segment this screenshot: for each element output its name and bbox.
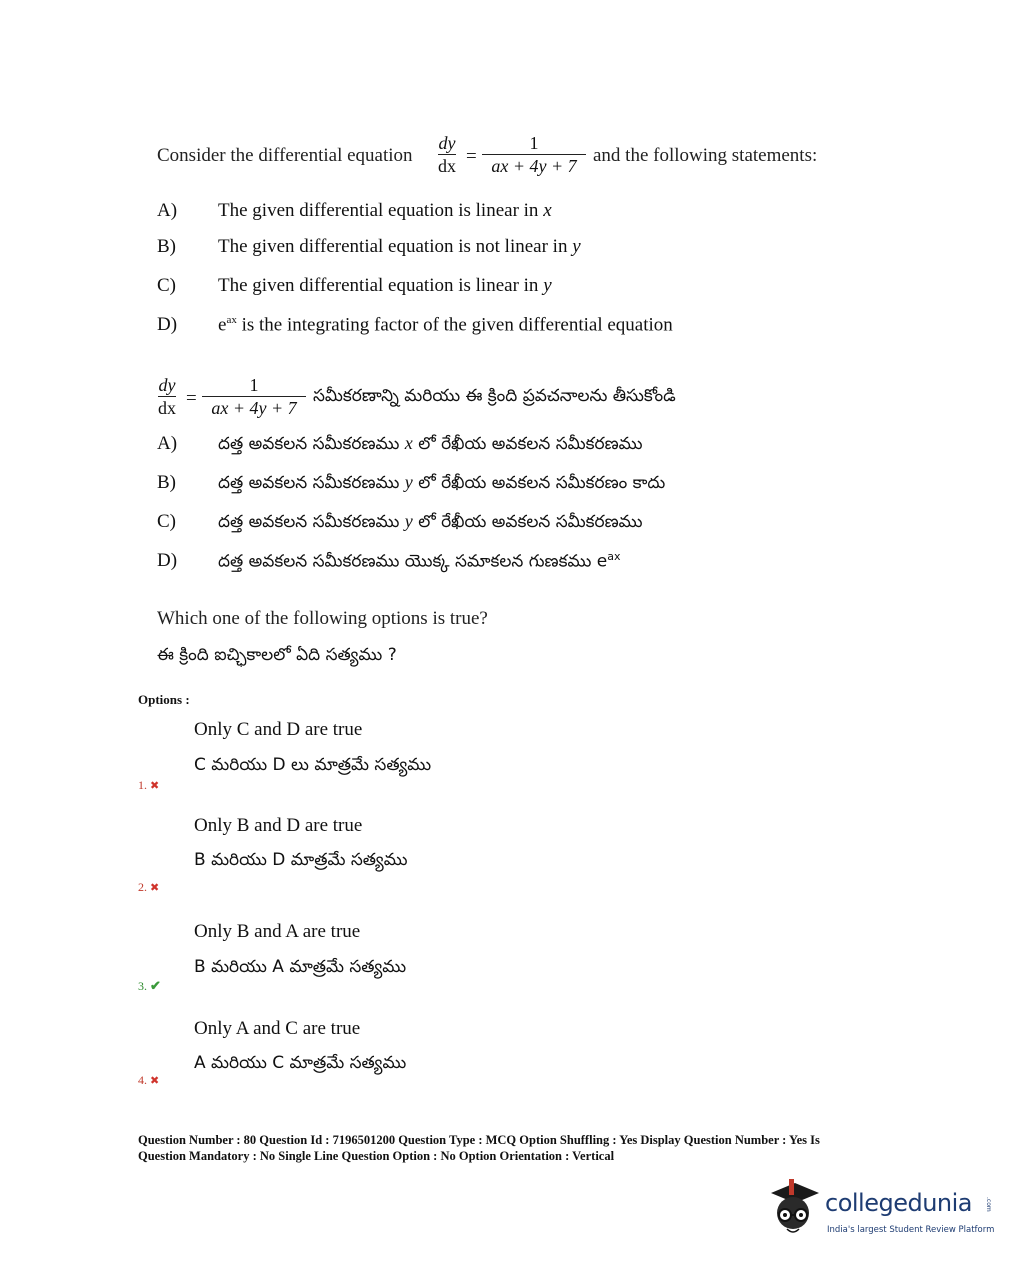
prompt-en: Which one of the following options is true? [157, 608, 488, 629]
option-number: 3. ✔ [138, 978, 161, 993]
rhs-fraction-te: 1 ax + 4y + 7 [202, 374, 306, 419]
option-text-en: Only C and D are true [194, 719, 363, 740]
options-label: Options : [138, 692, 190, 707]
statement-letter: C) [157, 275, 176, 296]
option-text-te: B మరియు D మాత్రమే సత్యము [194, 850, 408, 870]
statement-text: The given differential equation is not linear in y [218, 236, 581, 257]
equals-sign: = [466, 146, 477, 167]
rhs-fraction: 1 ax + 4y + 7 [482, 132, 586, 177]
logo-tagline: India's largest Student Review Platform [827, 1225, 995, 1235]
statement-text-te: దత్త అవకలన సమీకరణము యొక్క సమాకలన గుణకము $e^{ax}$ [218, 550, 621, 572]
option-text-en: Only A and C are true [194, 1018, 361, 1039]
statement-letter: D) [157, 550, 178, 571]
question-stem-suffix-te: సమీకరణాన్ని మరియు ఈ క్రింది ప్రవచనాలను తీసుకోండి [313, 386, 676, 406]
logo-name: collegedunia [825, 1189, 973, 1217]
statement-text: $e^{ax}$ is the integrating factor of the given differential equation [218, 314, 673, 336]
wrong-mark-icon: ✖ [150, 1075, 160, 1087]
correct-mark-icon: ✔ [150, 978, 161, 993]
question-stem-suffix: and the following statements: [593, 145, 818, 166]
question-meta: Question Number : 80 Question Id : 7196501200 Question Type : MCQ Option Shuffling : Yes Display Question Number : Yes Is Question Mandatory : No Single Line Question Option : No Option Orientation : Vertical [138, 1133, 820, 1163]
statement-letter: B) [157, 236, 176, 257]
mascot-icon [765, 1177, 821, 1239]
option-text-te: B మరియు A మాత్రమే సత్యము [194, 957, 407, 977]
statement-text-te: దత్త అవకలన సమీకరణము x లో రేఖీయ అవకలన సమీకరణము [218, 433, 643, 454]
statement-letter: A) [157, 200, 178, 221]
prompt-te: ఈ క్రింది ఐచ్ఛికాలలో ఏది సత్యము ? [157, 645, 397, 665]
wrong-mark-icon: ✖ [150, 780, 160, 792]
option-number: 1. ✖ [138, 778, 160, 792]
option-number: 2. ✖ [138, 880, 160, 894]
wrong-mark-icon: ✖ [150, 882, 160, 894]
equals-sign-te: = [186, 388, 197, 409]
dy-dx-fraction: dy dx [438, 133, 456, 176]
statement-letter: B) [157, 472, 176, 493]
statement-letter: A) [157, 433, 178, 454]
option-number: 4. ✖ [138, 1073, 160, 1087]
statement-letter: D) [157, 314, 178, 335]
logo-domain: .com [985, 1197, 992, 1212]
dy-dx-fraction-te: dy dx [158, 375, 176, 418]
option-text-te: C మరియు D లు మాత్రమే సత్యము [194, 755, 432, 775]
option-text-te: A మరియు C మాత్రమే సత్యము [194, 1053, 407, 1073]
statement-text-te: దత్త అవకలన సమీకరణము y లో రేఖీయ అవకలన సమీకరణం కాదు [218, 472, 666, 493]
collegedunia-logo [765, 1177, 995, 1247]
statement-letter: C) [157, 511, 176, 532]
statement-text: The given differential equation is linear in x [218, 200, 552, 221]
option-text-en: Only B and D are true [194, 815, 363, 836]
statement-text: The given differential equation is linear in y [218, 275, 552, 296]
option-text-en: Only B and A are true [194, 921, 361, 942]
statement-text-te: దత్త అవకలన సమీకరణము y లో రేఖీయ అవకలన సమీకరణము [218, 511, 643, 532]
question-stem-prefix: Consider the differential equation [157, 145, 413, 166]
